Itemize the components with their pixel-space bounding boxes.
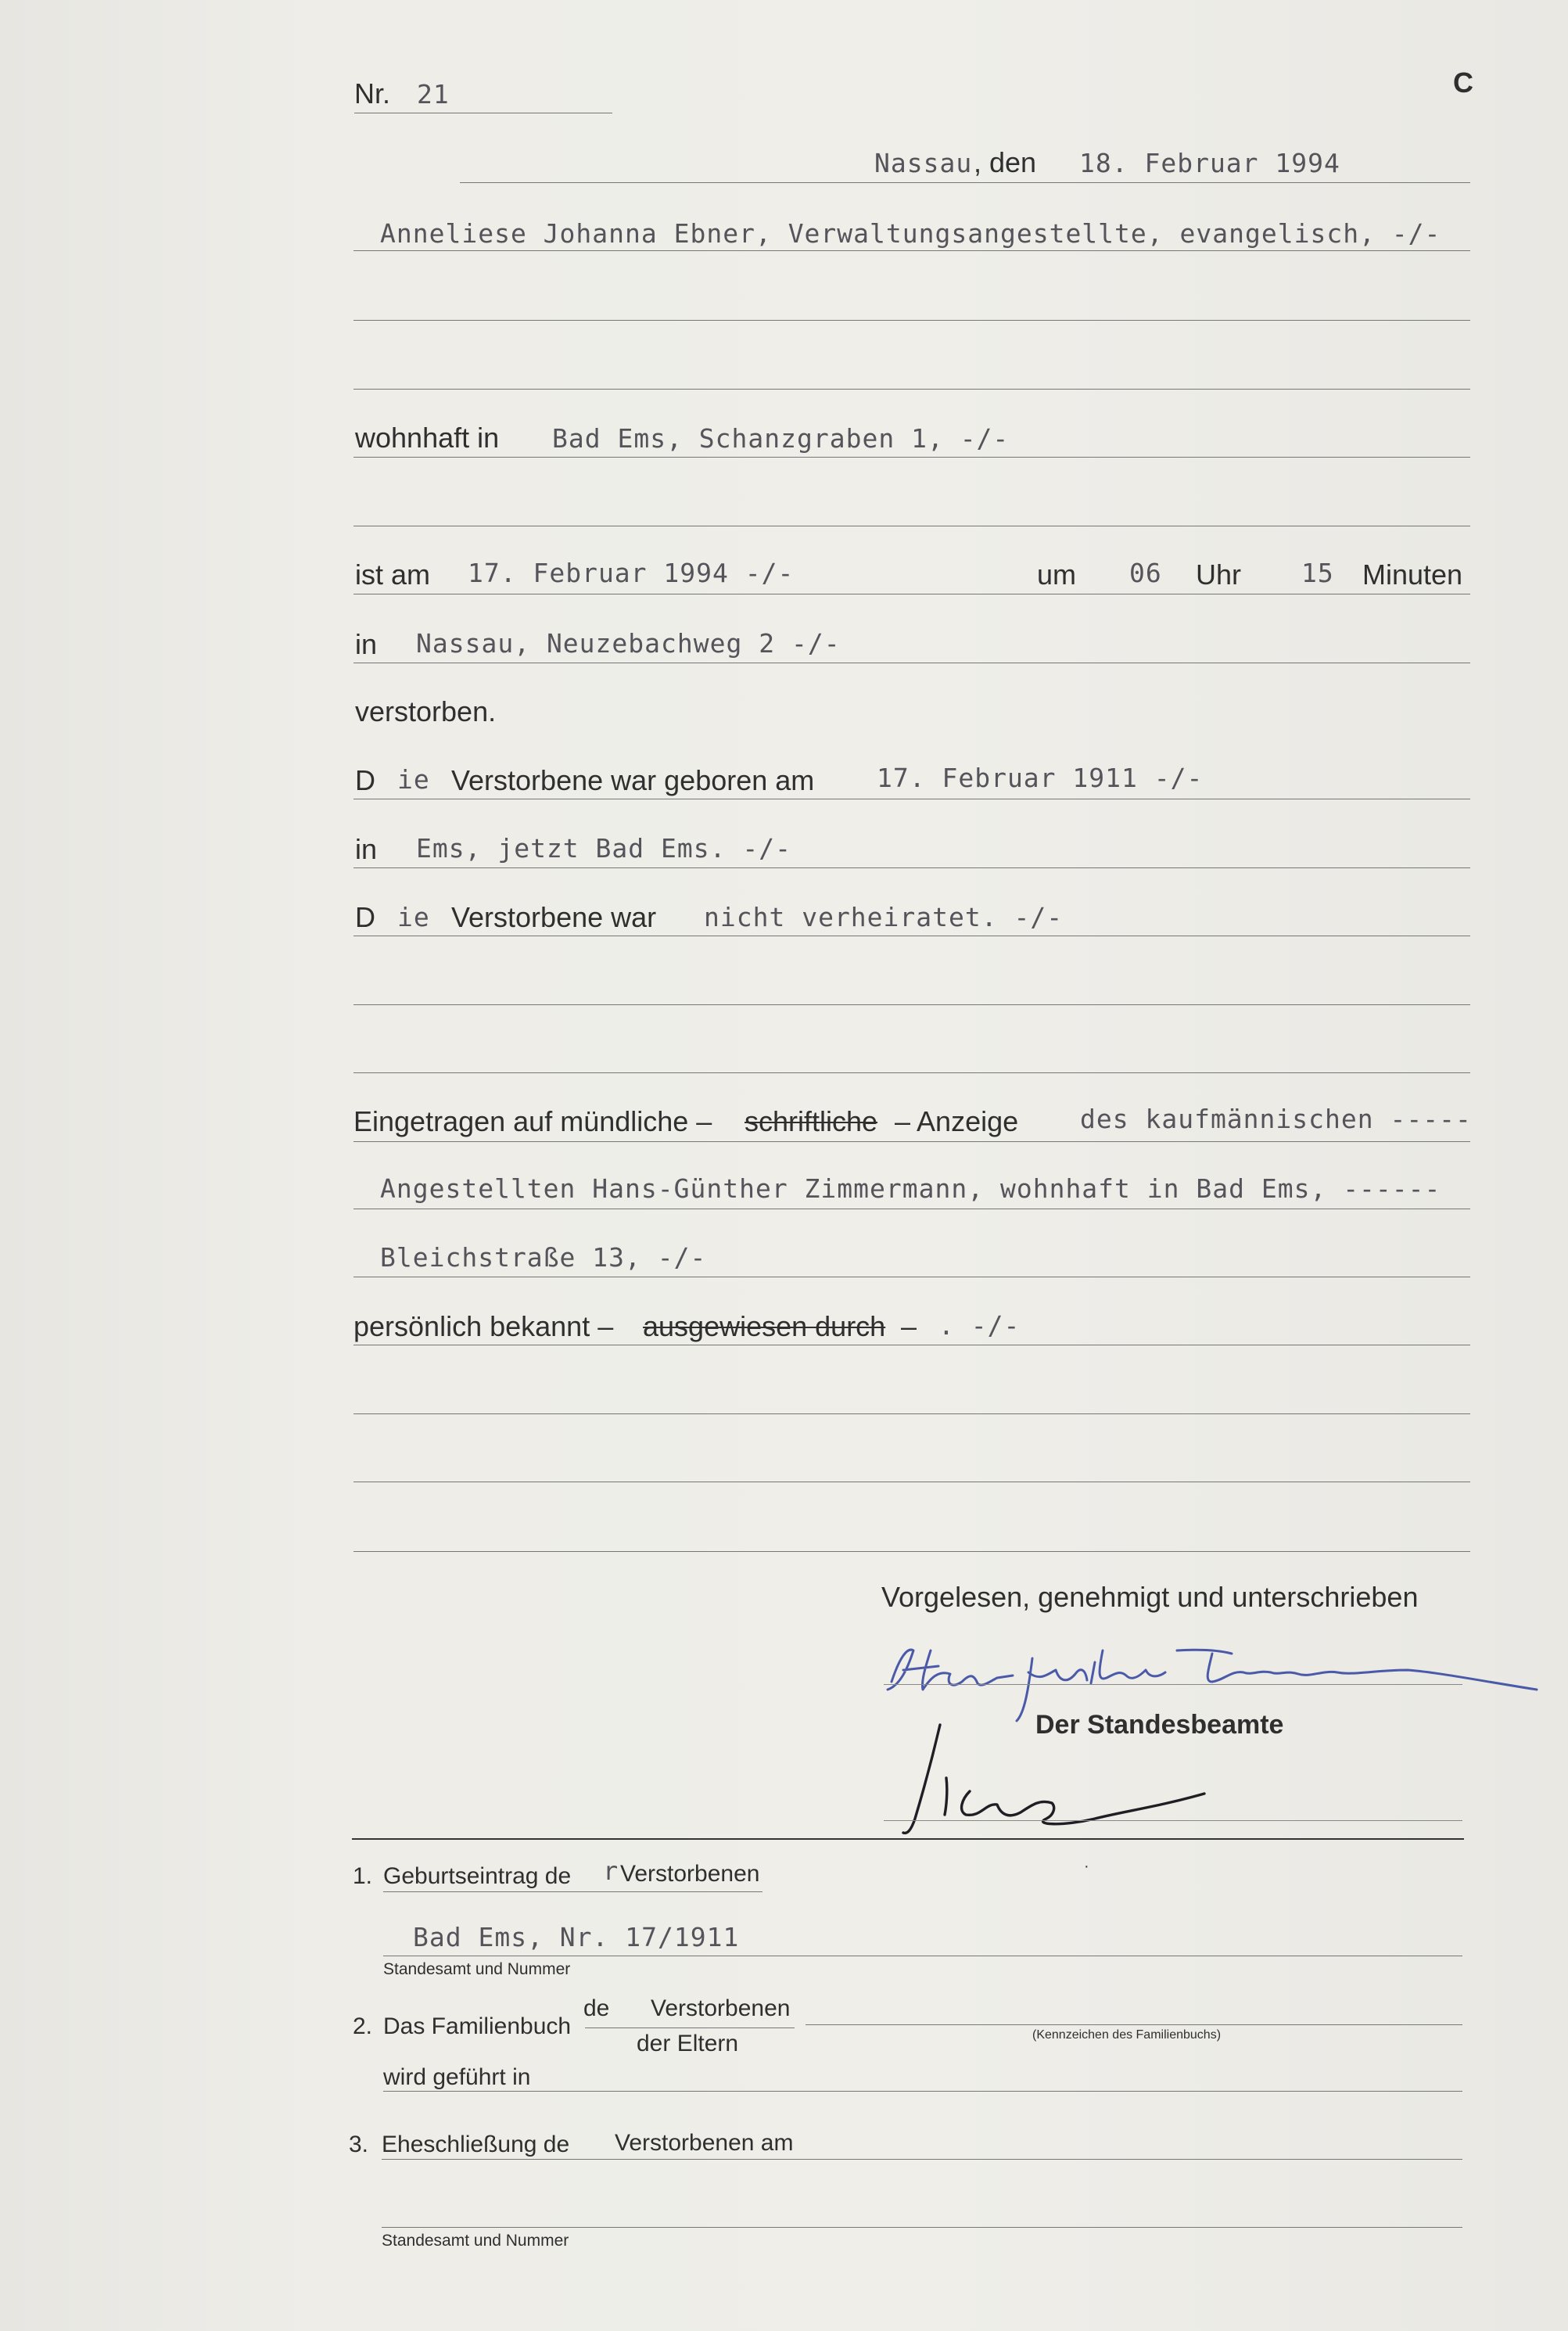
blank-line xyxy=(353,1551,1470,1552)
birth-place: Ems, jetzt Bad Ems. -/- xyxy=(416,833,791,864)
person-line-rule xyxy=(353,250,1470,251)
item3-value-line xyxy=(382,2227,1462,2228)
nr-label: Nr. xyxy=(354,77,391,110)
item3-caption: Standesamt und Nummer xyxy=(382,2232,569,2250)
um-label: um xyxy=(1037,559,1077,591)
blank-line xyxy=(353,1072,1470,1073)
minuten-label: Minuten xyxy=(1362,559,1463,591)
item3-label2: Verstorbenen am xyxy=(615,2130,794,2156)
item2-label: Das Familienbuch xyxy=(383,2013,572,2039)
item2-opt1: Verstorbenen xyxy=(651,1995,791,2021)
death-in-label: in xyxy=(355,628,378,660)
item3-label: Eheschließung de xyxy=(382,2132,570,2157)
blank-line xyxy=(353,389,1470,390)
corner-letter: C xyxy=(1453,66,1473,99)
birth-place-line xyxy=(353,867,1470,868)
blank-line xyxy=(353,320,1470,321)
birth-label: Verstorbene war geboren am xyxy=(451,764,815,796)
known-struck: ausgewiesen durch xyxy=(643,1310,886,1342)
death-date: 17. Februar 1994 -/- xyxy=(468,558,795,588)
report-label-start: Eingetragen auf mündliche – xyxy=(353,1105,712,1137)
item3-num: 3. xyxy=(349,2132,369,2157)
item2-label2: wird geführt in xyxy=(383,2064,531,2090)
wohnhaft-line xyxy=(353,457,1470,458)
death-hour: 06 xyxy=(1129,558,1162,588)
place-value: Nassau xyxy=(874,148,973,178)
report-label-struck: schriftliche xyxy=(745,1105,878,1137)
report-label-end: – Anzeige xyxy=(895,1105,1019,1137)
person-line: Anneliese Johanna Ebner, Verwaltungsangestellte, evangelisch, -/- xyxy=(380,218,1441,249)
item2-de: de xyxy=(583,1995,610,2021)
registrar-signature xyxy=(892,1717,1220,1842)
report-line-rule xyxy=(353,1141,1470,1142)
death-minute: 15 xyxy=(1301,558,1334,588)
known-label: persönlich bekannt – xyxy=(353,1310,614,1342)
marital-ie: ie xyxy=(397,902,430,932)
footer-divider xyxy=(352,1838,1464,1840)
blank-line xyxy=(353,1004,1470,1005)
closing-text: Vorgelesen, genehmigt und unterschrieben xyxy=(881,1581,1419,1613)
report-line3: Bleichstraße 13, -/- xyxy=(380,1242,707,1273)
item1-num: 1. xyxy=(353,1863,373,1889)
date-value: 18. Februar 1994 xyxy=(1079,148,1340,178)
marital-d-letter: D xyxy=(355,901,375,933)
informant-signature-line xyxy=(884,1684,1462,1685)
verstorben-label: verstorben. xyxy=(355,695,497,727)
registrar-label: Der Standesbeamte xyxy=(1035,1710,1284,1740)
item3-line xyxy=(382,2159,1462,2160)
birth-d-letter: D xyxy=(355,764,375,796)
item1-label: Geburtseintrag de xyxy=(383,1863,572,1889)
report-line2: Angestellten Hans-Günther Zimmermann, wohnhaft in Bad Ems, ------ xyxy=(380,1173,1441,1204)
item1-label2: Verstorbenen xyxy=(620,1861,760,1887)
nr-value: 21 xyxy=(417,79,450,110)
wohnhaft-value: Bad Ems, Schanzgraben 1, -/- xyxy=(552,423,1010,454)
den-label: , den xyxy=(974,146,1037,178)
registrar-signature-line xyxy=(884,1820,1462,1821)
known-value: . -/- xyxy=(938,1310,1021,1341)
blank-line xyxy=(353,1413,1470,1414)
date-line xyxy=(460,182,1470,183)
item1-value: Bad Ems, Nr. 17/1911 xyxy=(413,1922,740,1952)
ist-am-label: ist am xyxy=(355,559,431,591)
item2-label2-line xyxy=(383,2091,1462,2092)
item1-label-line xyxy=(383,1891,762,1892)
report-line1: des kaufmännischen ----- xyxy=(1080,1104,1472,1134)
item2-value-line xyxy=(806,2024,1462,2025)
uhr-label: Uhr xyxy=(1196,559,1242,591)
item1-dot: · xyxy=(1084,1858,1089,1875)
death-place: Nassau, Neuzebachweg 2 -/- xyxy=(416,628,841,659)
birth-ie: ie xyxy=(397,764,430,795)
item2-caption: (Kennzeichen des Familienbuchs) xyxy=(1032,2028,1222,2042)
item2-num: 2. xyxy=(353,2013,373,2039)
marital-value: nicht verheiratet. -/- xyxy=(704,902,1064,932)
item1-caption: Standesamt und Nummer xyxy=(383,1960,571,1978)
marital-label: Verstorbene war xyxy=(451,901,657,933)
birth-in-label: in xyxy=(355,833,378,865)
wohnhaft-label: wohnhaft in xyxy=(355,422,500,454)
item1-suffix: r xyxy=(603,1856,619,1886)
birth-date: 17. Februar 1911 -/- xyxy=(877,763,1204,793)
informant-signature xyxy=(876,1627,1548,1721)
known-dash: – xyxy=(901,1310,917,1342)
item2-opt2: der Eltern xyxy=(637,2031,739,2056)
